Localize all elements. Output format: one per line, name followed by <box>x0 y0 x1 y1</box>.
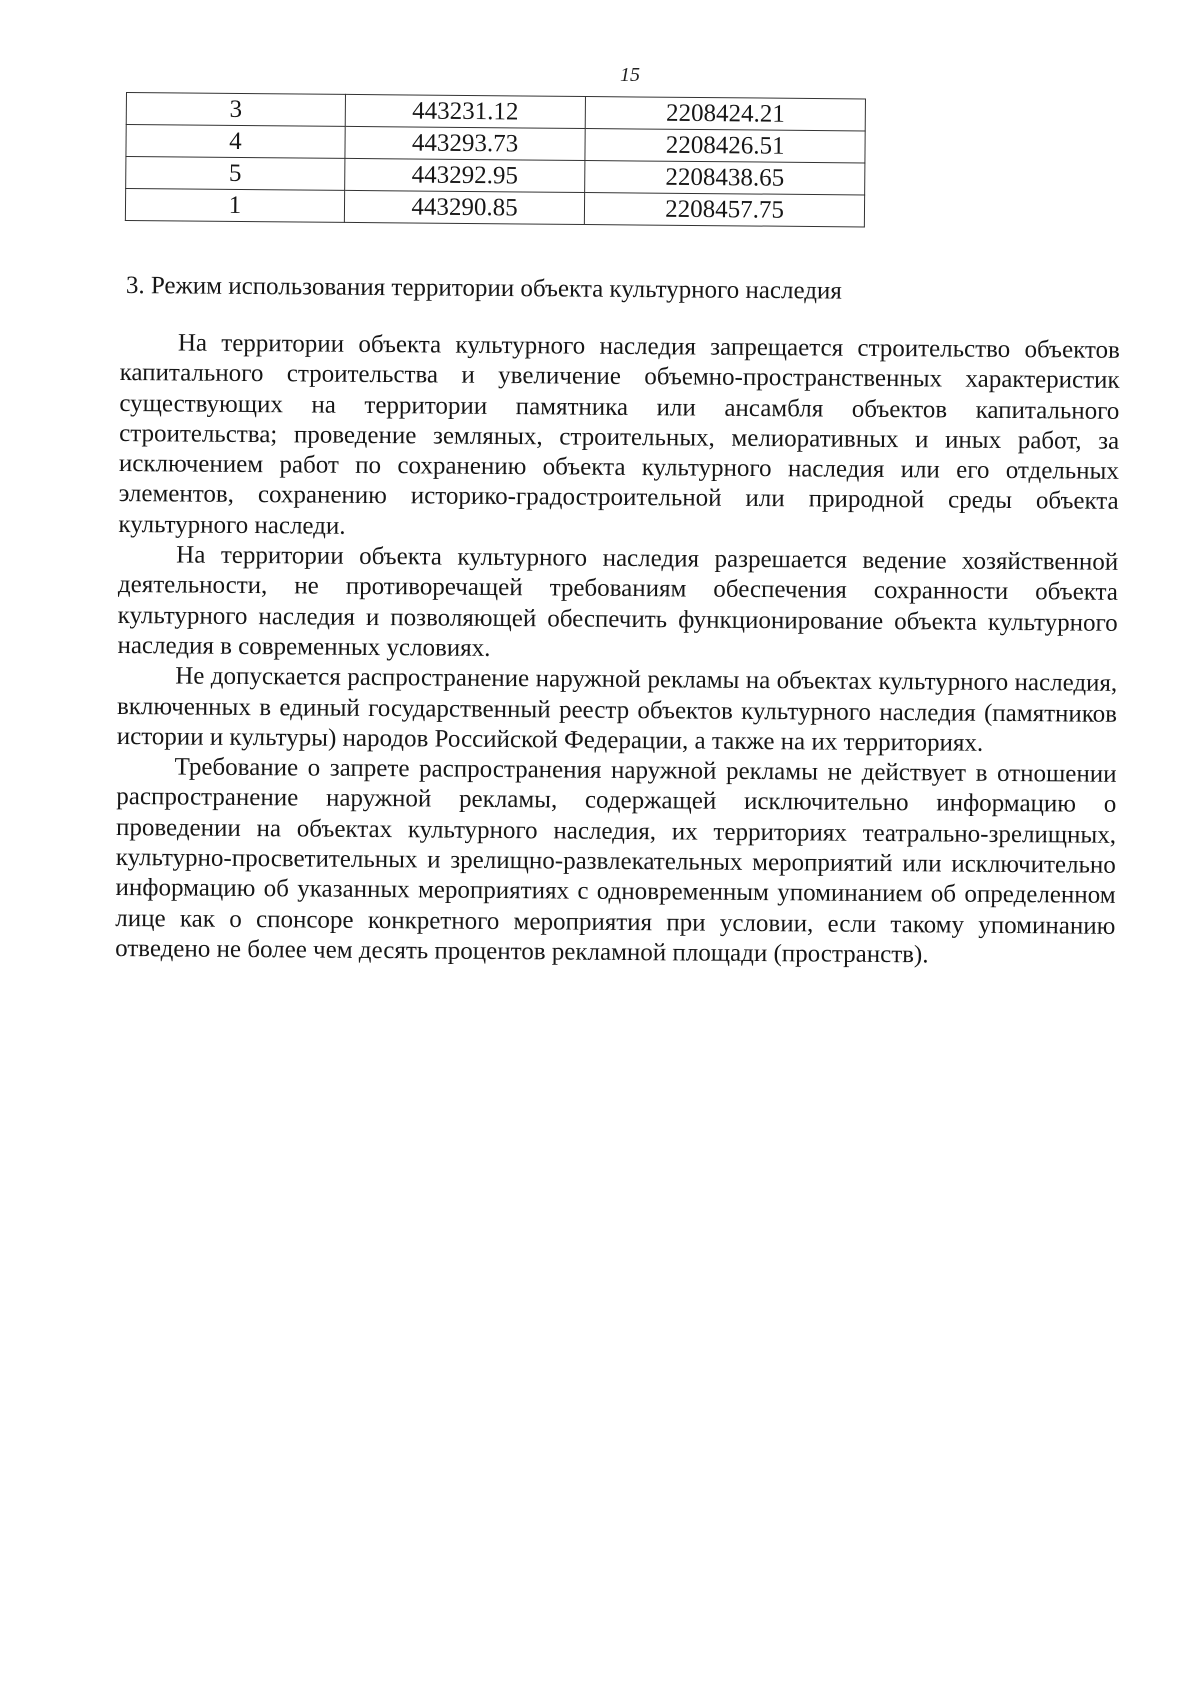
paragraph-advertising-ban: Не допускается распространение наружной рекламы на объектах культурного наследия, включенных в единый государственный реестр объектов культурного наследия (памятников истории и культуры) народов Российской Федерации, а также на их территориях. <box>116 662 1118 757</box>
x-coordinate-cell: 443292.95 <box>344 158 585 192</box>
coordinates-table <box>125 92 866 227</box>
section-heading: 3. Режим использования территории объекта культурного наследия <box>125 271 842 305</box>
point-number-cell: 1 <box>125 189 344 223</box>
paragraph-advertising-exception: Требование о запрете распространения наружной рекламы не действует в отношении распространение наружной рекламы, содержащей исключительно информацию о проведении на объектах культурного наследия, их территориях театрально-зрелищных, культурно-просветительных и зрелищно-развлекательных мероприятий или исключительно информацию об указанных мероприятиях с одновременным упоминанием об определенном лице как о спонсоре конкретного мероприятия при условии, если такому упоминанию отведено не более чем десять процентов рекламной площади (пространств). <box>115 753 1117 969</box>
x-coordinate-cell: 443290.85 <box>344 190 585 224</box>
paragraph-permitted-activity: На территории объекта культурного наследия разрешается ведение хозяйственной деятельности, не противоречащей требованиям обеспечения сохранности объекта культурного наследия и позволяющей обеспечить функционирование объекта культурного наследия в современных условиях. <box>117 541 1119 662</box>
y-coordinate-cell: 2208457.75 <box>585 193 865 227</box>
point-number-cell: 5 <box>126 157 345 191</box>
x-coordinate-cell: 443293.73 <box>345 126 586 160</box>
section-body <box>115 328 1120 972</box>
table-row <box>125 189 864 227</box>
point-number-cell: 4 <box>126 125 345 159</box>
page-number: 15 <box>620 64 640 86</box>
point-number-cell: 3 <box>126 93 345 127</box>
y-coordinate-cell: 2208424.21 <box>585 97 865 131</box>
y-coordinate-cell: 2208426.51 <box>585 129 865 163</box>
x-coordinate-cell: 443231.12 <box>345 94 586 128</box>
paragraph-prohibitions: На территории объекта культурного наследия запрещается строительство объектов капитального строительства и увеличение объемно-пространственных характеристик существующих на территории памятника или ансамбля объектов капитального строительства; проведение земляных, строительных, мелиоративных и иных работ, за исключением работ по сохранению объекта культурного наследия или его отдельных элементов, сохранению историко-градостроительной или природной среды объекта культурного наследи. <box>118 329 1120 540</box>
y-coordinate-cell: 2208438.65 <box>585 161 865 195</box>
